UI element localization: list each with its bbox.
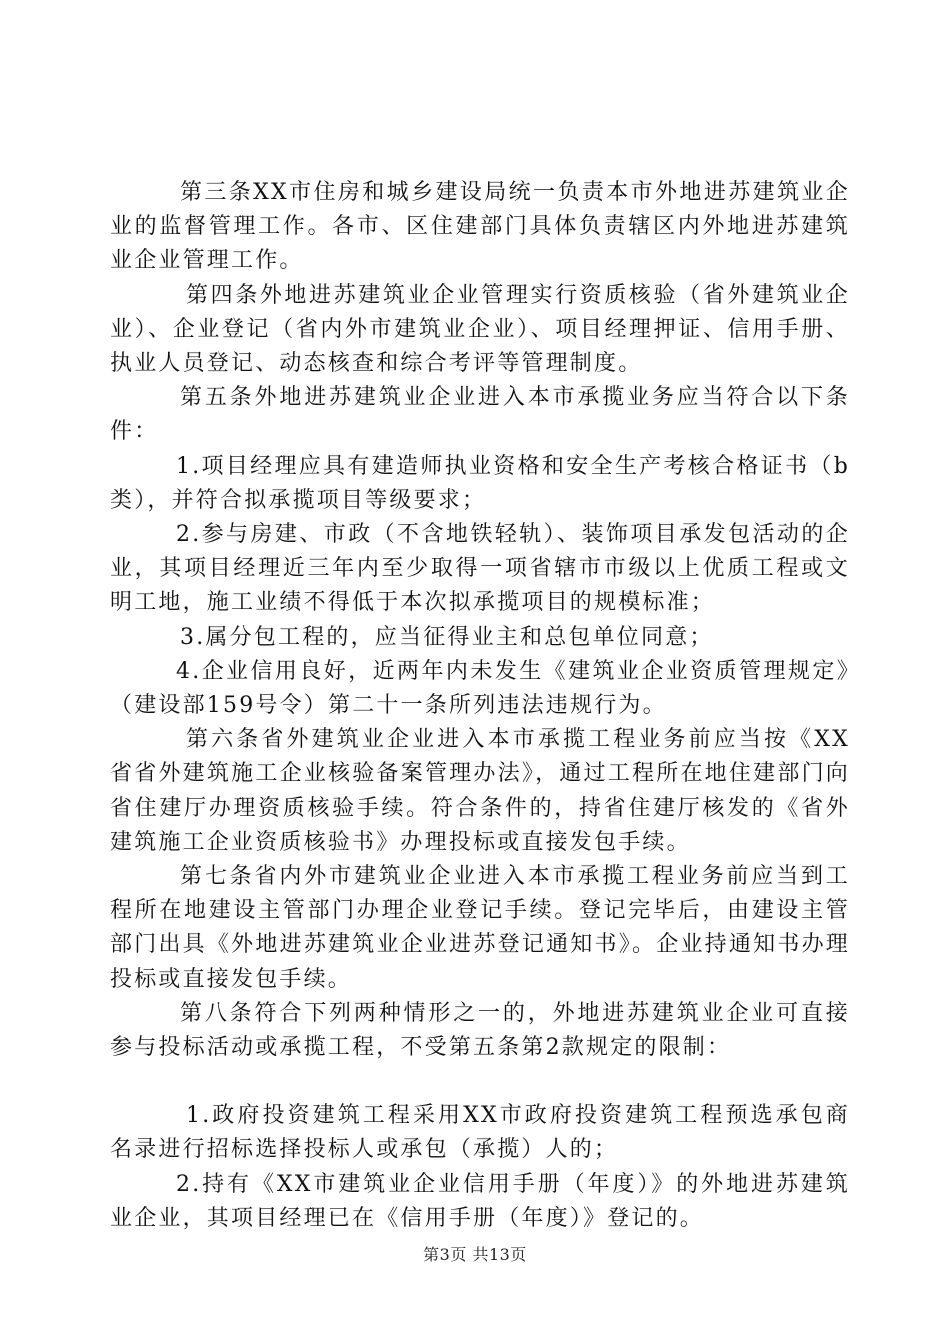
paragraph-article-5-item-4: 4.企业信用良好，近两年内未发生《建筑业企业资质管理规定》（建设部159号令）第二十一条所列违法违规行为。 bbox=[110, 658, 850, 719]
paragraph-article-5: 第五条外地进苏建筑业企业进入本市承揽业务应当符合以下条件： bbox=[110, 385, 850, 445]
paragraph-article-5-item-1: 1.项目经理应具有建造师执业资格和安全生产考核合格证书（b类），并符合拟承揽项目等级要求； bbox=[110, 453, 850, 513]
paragraph-article-7: 第七条省内外市建筑业企业进入本市承揽工程业务前应当到工程所在地建设主管部门办理企业登记手续。登记完毕后，由建设主管部门出具《外地进苏建筑业企业进苏登记通知书》。企业持通知书办理投标或直接发包手续。 bbox=[110, 864, 850, 992]
paragraph-article-8-item-2: 2.持有《XX市建筑业企业信用手册（年度）》的外地进苏建筑业企业，其项目经理已在《信用手册（年度）》登记的。 bbox=[110, 1171, 850, 1231]
paragraph-article-8-item-1: 1.政府投资建筑工程采用XX市政府投资建筑工程预选承包商名录进行招标选择投标人或承包（承揽）人的； bbox=[110, 1103, 850, 1163]
paragraph-article-8: 第八条符合下列两种情形之一的，外地进苏建筑业企业可直接参与投标活动或承揽工程，不受第五条第2款规定的限制： bbox=[110, 1000, 850, 1061]
paragraph-article-5-item-3: 3.属分包工程的，应当征得业主和总包单位同意； bbox=[180, 624, 714, 650]
paragraph-article-4: 第四条外地进苏建筑业企业管理实行资质核验（省外建筑业企业）、企业登记（省内外市建筑业企业）、项目经理押证、信用手册、执业人员登记、动态核查和综合考评等管理制度。 bbox=[110, 282, 850, 377]
paragraph-spacer bbox=[110, 1065, 850, 1099]
page-number-footer: 第3页 共13页 bbox=[423, 1245, 527, 1264]
document-body bbox=[110, 176, 850, 1236]
paragraph-article-6: 第六条省外建筑业企业进入本市承揽工程业务前应当按《XX省省外建筑施工企业核验备案管理办法》，通过工程所在地住建部门向省住建厅办理资质核验手续。符合条件的，持省住建厅核发的《省外建筑施工企业资质核验书》办理投标或直接发包手续。 bbox=[110, 727, 850, 855]
paragraph-article-5-item-2: 2.参与房建、市政（不含地铁轻轨）、装饰项目承发包活动的企业，其项目经理近三年内至少取得一项省辖市市级以上优质工程或文明工地，施工业绩不得低于本次拟承揽项目的规模标准； bbox=[110, 522, 850, 616]
paragraph-article-3: 第三条XX市住房和城乡建设局统一负责本市外地进苏建筑业企业的监督管理工作。各市、区住建部门具体负责辖区内外地进苏建筑业企业管理工作。 bbox=[110, 180, 850, 274]
